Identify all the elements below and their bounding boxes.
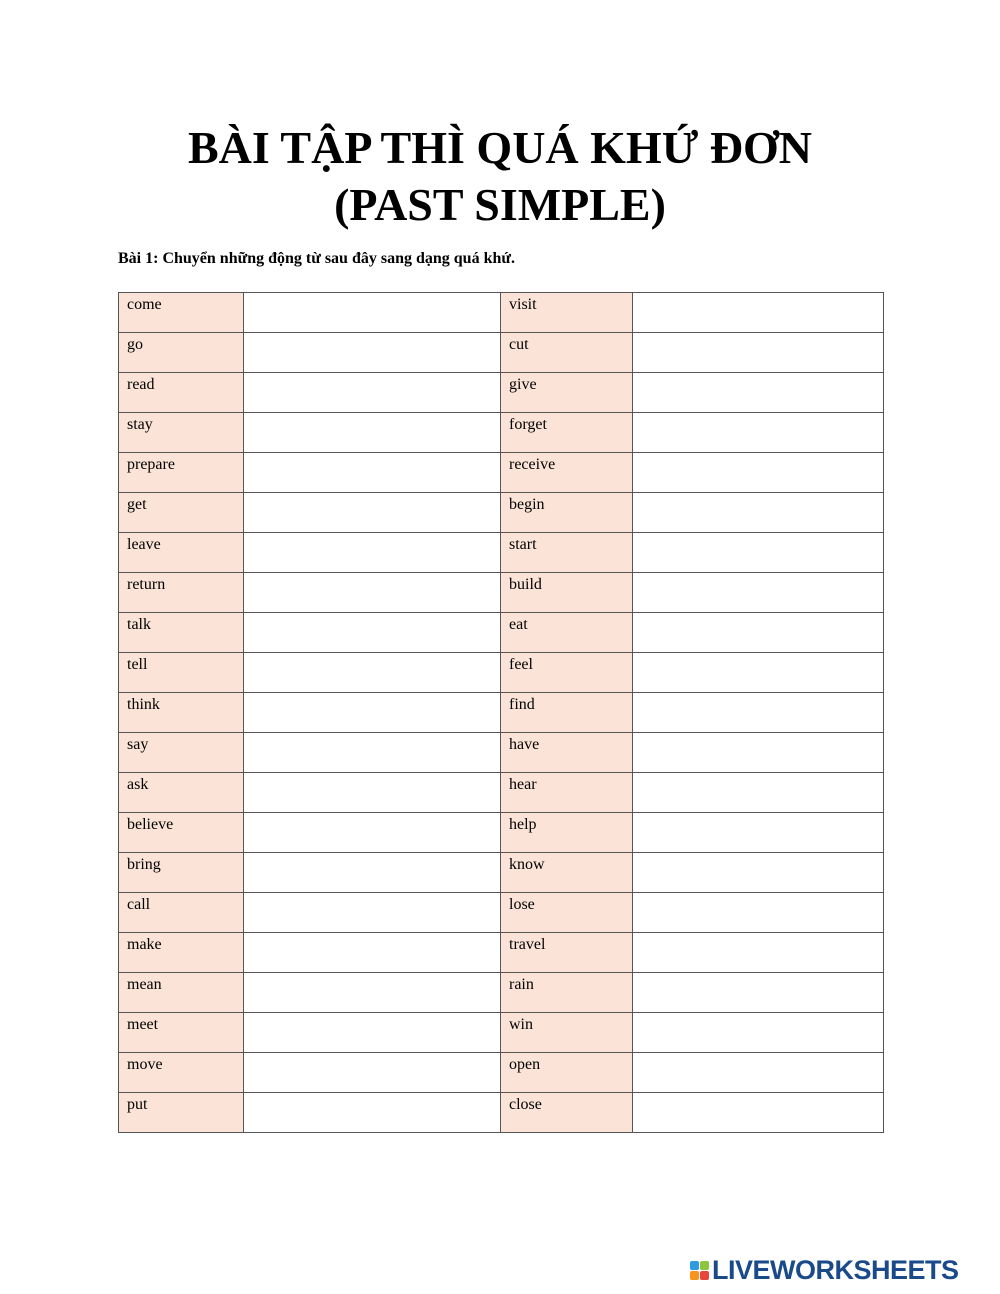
verb-cell-right: receive [501, 453, 633, 493]
verb-cell-right: give [501, 373, 633, 413]
verb-cell-right: close [501, 1093, 633, 1133]
answer-cell-left[interactable] [244, 1093, 501, 1133]
verb-cell-left: meet [119, 1013, 244, 1053]
answer-cell-left[interactable] [244, 1053, 501, 1093]
answer-cell-right[interactable] [633, 1013, 884, 1053]
answer-cell-right[interactable] [633, 653, 884, 693]
verb-cell-right: win [501, 1013, 633, 1053]
table-row [119, 733, 884, 773]
table-row [119, 413, 884, 453]
verb-cell-right: rain [501, 973, 633, 1013]
answer-cell-right[interactable] [633, 293, 884, 333]
exercise-instruction: Bài 1: Chuyển những động từ sau đây sang dạng quá khứ. [118, 250, 515, 267]
verb-cell-right: start [501, 533, 633, 573]
verb-cell-left: bring [119, 853, 244, 893]
verb-cell-left: prepare [119, 453, 244, 493]
answer-cell-right[interactable] [633, 693, 884, 733]
verb-cell-right: forget [501, 413, 633, 453]
logo-square-green [700, 1261, 709, 1270]
verb-cell-left: ask [119, 773, 244, 813]
answer-cell-left[interactable] [244, 293, 501, 333]
answer-cell-right[interactable] [633, 533, 884, 573]
answer-cell-left[interactable] [244, 813, 501, 853]
verb-cell-right: begin [501, 493, 633, 533]
table-row [119, 573, 884, 613]
verb-cell-right: eat [501, 613, 633, 653]
answer-cell-left[interactable] [244, 893, 501, 933]
table-row [119, 373, 884, 413]
verb-cell-left: move [119, 1053, 244, 1093]
verb-cell-left: mean [119, 973, 244, 1013]
verb-cell-right: travel [501, 933, 633, 973]
table-row [119, 773, 884, 813]
table-row [119, 533, 884, 573]
verb-cell-right: know [501, 853, 633, 893]
verb-table-body [119, 293, 884, 1133]
table-row [119, 653, 884, 693]
verb-cell-left: go [119, 333, 244, 373]
table-row [119, 973, 884, 1013]
logo-square-red [700, 1271, 709, 1280]
verb-cell-right: lose [501, 893, 633, 933]
table-row [119, 1053, 884, 1093]
verb-cell-right: open [501, 1053, 633, 1093]
table-row [119, 1093, 884, 1133]
verb-cell-left: make [119, 933, 244, 973]
verb-cell-left: put [119, 1093, 244, 1133]
answer-cell-left[interactable] [244, 653, 501, 693]
verb-cell-left: get [119, 493, 244, 533]
answer-cell-right[interactable] [633, 333, 884, 373]
liveworksheets-logo-icon [690, 1261, 709, 1280]
table-row [119, 893, 884, 933]
verb-cell-left: return [119, 573, 244, 613]
verb-cell-right: build [501, 573, 633, 613]
verb-cell-right: help [501, 813, 633, 853]
answer-cell-left[interactable] [244, 773, 501, 813]
answer-cell-left[interactable] [244, 933, 501, 973]
verb-cell-left: leave [119, 533, 244, 573]
answer-cell-right[interactable] [633, 1093, 884, 1133]
verb-cell-right: find [501, 693, 633, 733]
answer-cell-right[interactable] [633, 813, 884, 853]
answer-cell-left[interactable] [244, 413, 501, 453]
answer-cell-right[interactable] [633, 893, 884, 933]
answer-cell-right[interactable] [633, 1053, 884, 1093]
answer-cell-right[interactable] [633, 733, 884, 773]
answer-cell-left[interactable] [244, 453, 501, 493]
answer-cell-right[interactable] [633, 773, 884, 813]
answer-cell-right[interactable] [633, 613, 884, 653]
verb-cell-right: visit [501, 293, 633, 333]
verb-cell-left: believe [119, 813, 244, 853]
table-row [119, 853, 884, 893]
page-title: BÀI TẬP THÌ QUÁ KHỨ ĐƠN [187, 122, 813, 173]
verb-cell-right: have [501, 733, 633, 773]
answer-cell-left[interactable] [244, 373, 501, 413]
table-row [119, 333, 884, 373]
logo-square-orange [690, 1271, 699, 1280]
table-row [119, 693, 884, 733]
answer-cell-left[interactable] [244, 853, 501, 893]
table-row [119, 813, 884, 853]
answer-cell-right[interactable] [633, 973, 884, 1013]
page-subtitle: (PAST SIMPLE) [334, 179, 666, 230]
liveworksheets-logo [690, 1255, 959, 1285]
verb-cell-right: hear [501, 773, 633, 813]
table-row [119, 493, 884, 533]
verb-cell-right: feel [501, 653, 633, 693]
liveworksheets-logo-text: LIVEWORKSHEETS [712, 1254, 959, 1285]
answer-cell-right[interactable] [633, 493, 884, 533]
verb-cell-left: stay [119, 413, 244, 453]
answer-cell-right[interactable] [633, 573, 884, 613]
answer-cell-right[interactable] [633, 373, 884, 413]
answer-cell-left[interactable] [244, 733, 501, 773]
verb-cell-left: read [119, 373, 244, 413]
verb-table [118, 292, 884, 1133]
verb-cell-left: think [119, 693, 244, 733]
verb-cell-left: say [119, 733, 244, 773]
verb-cell-left: come [119, 293, 244, 333]
table-row [119, 453, 884, 493]
table-row [119, 293, 884, 333]
answer-cell-left[interactable] [244, 573, 501, 613]
answer-cell-left[interactable] [244, 1013, 501, 1053]
verb-cell-left: talk [119, 613, 244, 653]
answer-cell-left[interactable] [244, 533, 501, 573]
verb-cell-left: tell [119, 653, 244, 693]
answer-cell-right[interactable] [633, 453, 884, 493]
verb-cell-left: call [119, 893, 244, 933]
answer-cell-left[interactable] [244, 613, 501, 653]
table-row [119, 1013, 884, 1053]
answer-cell-left[interactable] [244, 973, 501, 1013]
answer-cell-right[interactable] [633, 853, 884, 893]
answer-cell-left[interactable] [244, 493, 501, 533]
verb-cell-right: cut [501, 333, 633, 373]
logo-square-blue [690, 1261, 699, 1270]
answer-cell-left[interactable] [244, 333, 501, 373]
table-row [119, 613, 884, 653]
answer-cell-left[interactable] [244, 693, 501, 733]
answer-cell-right[interactable] [633, 413, 884, 453]
table-row [119, 933, 884, 973]
answer-cell-right[interactable] [633, 933, 884, 973]
